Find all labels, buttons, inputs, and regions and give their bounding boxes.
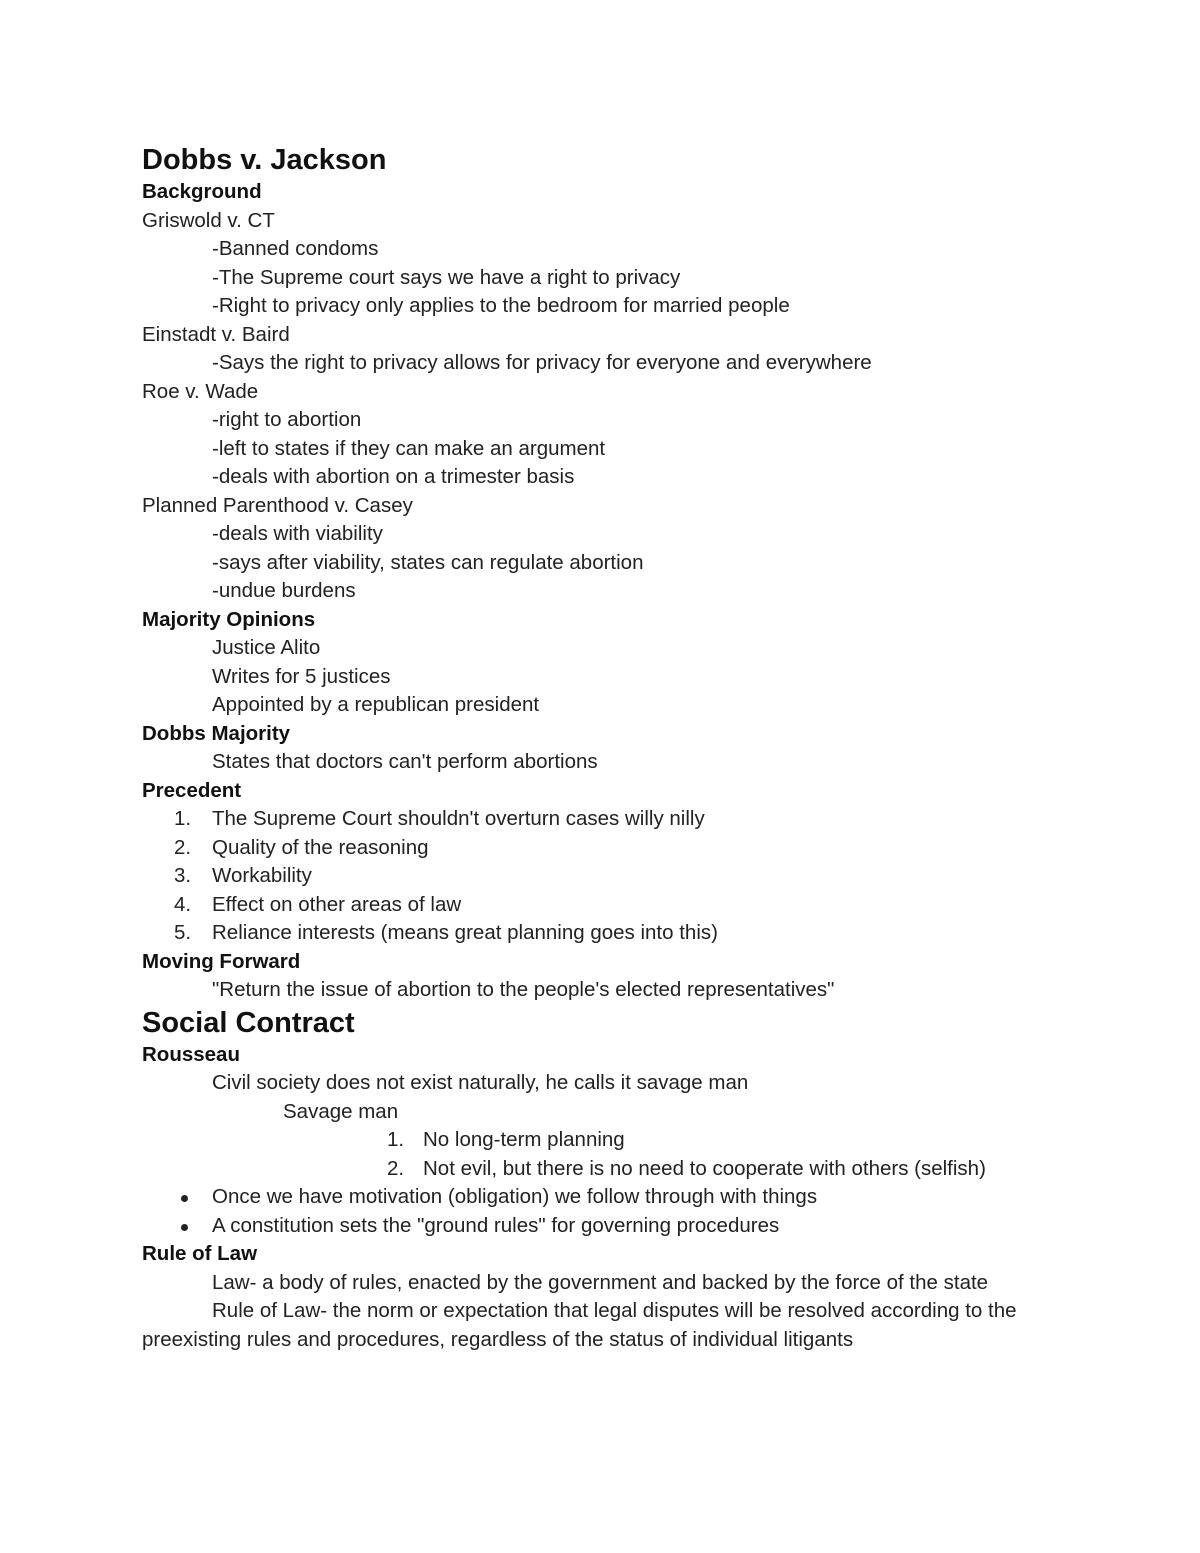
savage-man-item <box>142 1126 1072 1155</box>
list-text: Effect on other areas of law <box>212 892 462 916</box>
dobbs-majority-line: States that doctors can't perform abortions <box>212 750 598 773</box>
heading-rule-of-law: Rule of Law <box>142 1242 258 1265</box>
case-point: -deals with abortion on a trimester basis <box>212 465 575 488</box>
list-text: Quality of the reasoning <box>212 835 429 859</box>
section-title-social-contract: Social Contract <box>142 1006 355 1039</box>
bullet-text: Once we have motivation (obligation) we follow through with things <box>212 1185 818 1208</box>
majority-line: Justice Alito <box>212 636 321 659</box>
case-point: -says after viability, states can regulate abortion <box>212 550 644 574</box>
rule-of-law-paragraph <box>142 1297 1072 1354</box>
precedent-item <box>142 862 1072 891</box>
list-text: No long-term planning <box>423 1128 625 1151</box>
precedent-item <box>142 919 1072 948</box>
precedent-item <box>142 805 1072 834</box>
moving-forward-quote: "Return the issue of abortion to the people's elected representatives" <box>212 978 835 1001</box>
heading-moving-forward: Moving Forward <box>142 949 301 973</box>
list-number: 2. <box>387 1156 405 1180</box>
list-text: Reliance interests (means great planning goes into this) <box>212 921 718 944</box>
rule-of-law-definition: Rule of Law- the norm or expectation that legal disputes will be resolved according to the preexisting rules and procedures, regardless of the status of individual litigants <box>142 1299 1017 1351</box>
list-number: 2. <box>174 835 192 859</box>
case-point: -right to abortion <box>212 408 362 431</box>
bullet-item <box>142 1183 1072 1212</box>
bullet-text: A constitution sets the "ground rules" for governing procedures <box>212 1213 780 1237</box>
case-point: -Banned condoms <box>212 237 379 260</box>
case-point: -Says the right to privacy allows for privacy for everyone and everywhere <box>212 351 872 374</box>
heading-dobbs-majority: Dobbs Majority <box>142 721 291 745</box>
heading-precedent: Precedent <box>142 778 242 802</box>
case-point: -left to states if they can make an argument <box>212 436 606 460</box>
rousseau-line: Civil society does not exist naturally, he calls it savage man <box>212 1071 749 1094</box>
majority-line: Appointed by a republican president <box>212 693 540 716</box>
list-number: 1. <box>387 1128 405 1151</box>
case-point: -Right to privacy only applies to the bedroom for married people <box>212 294 790 317</box>
precedent-item <box>142 834 1072 863</box>
case-point: -deals with viability <box>212 522 383 545</box>
rousseau-subheading: Savage man <box>283 1099 399 1123</box>
list-number: 5. <box>174 921 192 944</box>
case-point: -undue burdens <box>212 579 356 602</box>
heading-background: Background <box>142 180 262 203</box>
list-number: 4. <box>174 892 192 916</box>
heading-majority-opinions: Majority Opinions <box>142 607 316 631</box>
case-name: Planned Parenthood v. Casey <box>142 493 413 517</box>
bullet-item <box>142 1212 1072 1241</box>
case-name: Einstadt v. Baird <box>142 322 290 346</box>
list-text: The Supreme Court shouldn't overturn cases willy nilly <box>212 807 705 830</box>
list-number: 1. <box>174 807 192 830</box>
case-name: Roe v. Wade <box>142 379 259 403</box>
majority-line: Writes for 5 justices <box>212 664 391 688</box>
precedent-item <box>142 891 1072 920</box>
list-text: Not evil, but there is no need to cooperate with others (selfish) <box>423 1156 986 1180</box>
list-text: Workability <box>212 864 312 887</box>
list-number: 3. <box>174 864 192 887</box>
savage-man-item <box>142 1155 1072 1184</box>
case-name: Griswold v. CT <box>142 208 275 232</box>
bullet-icon <box>181 1195 188 1202</box>
section-title-dobbs: Dobbs v. Jackson <box>142 144 387 176</box>
rule-of-law-line: Law- a body of rules, enacted by the government and backed by the force of the state <box>212 1270 989 1294</box>
bullet-icon <box>181 1224 188 1231</box>
document-content <box>142 142 1072 1354</box>
case-point: -The Supreme court says we have a right to privacy <box>212 265 681 289</box>
heading-rousseau: Rousseau <box>142 1042 240 1066</box>
